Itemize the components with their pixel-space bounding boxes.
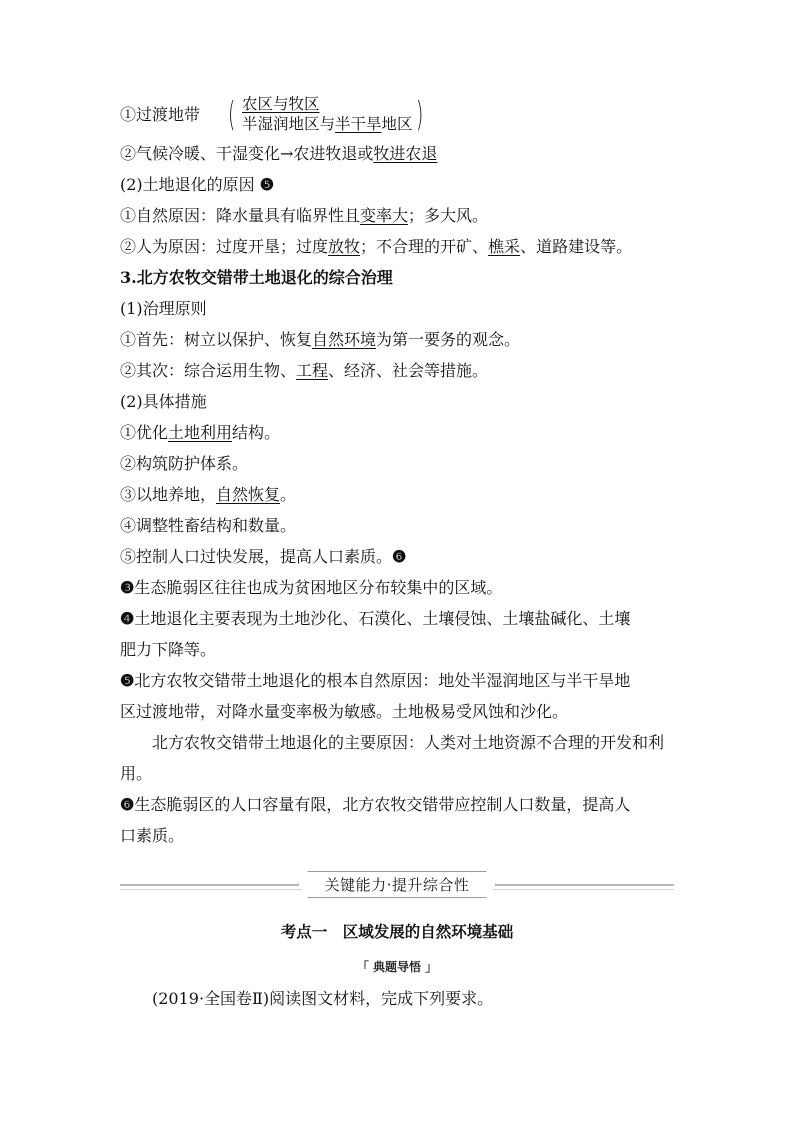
note-5b-line-2: 用。 [120, 764, 153, 783]
measure-5: ⑤控制人口过快发展，提高人口素质。❻ [120, 547, 407, 566]
climate-change-line: ②气候冷暖、干湿变化→农进牧退或牧进农退 [120, 144, 438, 163]
principle-first-line: ①首先：树立以保护、恢复自然环境为第一要务的观念。 [120, 330, 521, 349]
note-6-line-2: 口素质。 [120, 826, 185, 845]
governance-heading: 3.北方农牧交错带土地退化的综合治理 [120, 268, 393, 287]
transition-lead: ①过渡地带 [120, 105, 201, 124]
note-3: ❸生态脆弱区往往也成为贫困地区分布较集中的区域。 [120, 578, 503, 597]
transition-option-a: 农区与牧区 [242, 95, 320, 113]
principle-second-line: ②其次：综合运用生物、工程、经济、社会等措施。 [120, 361, 489, 380]
principles-heading: (1)治理原则 [120, 299, 207, 318]
transition-options [242, 94, 413, 134]
transition-option-b: 半湿润地区与半干旱地区 [242, 115, 413, 133]
natural-cause-line: ①自然原因：降水量具有临界性且变率大；多大风。 [120, 206, 489, 225]
note-4-line-2: 肥力下降等。 [120, 640, 217, 659]
measure-3: ③以地养地，自然恢复。 [120, 485, 297, 504]
right-brace: ) [416, 95, 424, 135]
guide-label: 「 典题导悟 」 [356, 960, 438, 974]
note-mark-6: ❻ [392, 547, 407, 566]
note-5b-line-1: 北方农牧交错带土地退化的主要原因：人类对土地资源不合理的开发和利 [152, 733, 665, 752]
note-5-line-2: 区过渡地带，对降水量变率极为敏感。土地极易受风蚀和沙化。 [120, 702, 569, 721]
note-4-line-1: ❹土地退化主要表现为土地沙化、石漠化、土壤侵蚀、土壤盐碱化、土壤 [120, 609, 631, 628]
measure-4: ④调整牲畜结构和数量。 [120, 516, 297, 535]
note-mark-5: ❺ [259, 175, 275, 194]
note-6-line-1: ❻生态脆弱区的人口容量有限，北方农牧交错带应控制人口数量，提高人 [120, 795, 631, 814]
section-header-bar [120, 870, 674, 900]
human-cause-line: ②人为原因：过度开垦；过度放牧；不合理的开矿、樵采、道路建设等。 [120, 237, 633, 256]
measure-1: ①优化土地利用结构。 [120, 423, 281, 442]
measures-heading: (2)具体措施 [120, 392, 207, 411]
note-5-line-1: ❺北方农牧交错带土地退化的根本自然原因：地处半湿润地区与半干旱地 [120, 671, 631, 690]
left-brace: ( [228, 95, 236, 135]
kaodian-title: 考点一 区域发展的自然环境基础 [280, 922, 514, 941]
measure-2: ②构筑防护体系。 [120, 454, 249, 473]
question-source-line: (2019·全国卷Ⅱ)阅读图文材料，完成下列要求。 [152, 989, 494, 1008]
section-title: 关键能力·提升综合性 [324, 876, 470, 894]
degradation-causes-heading: (2)土地退化的原因 ❺ [120, 175, 275, 194]
